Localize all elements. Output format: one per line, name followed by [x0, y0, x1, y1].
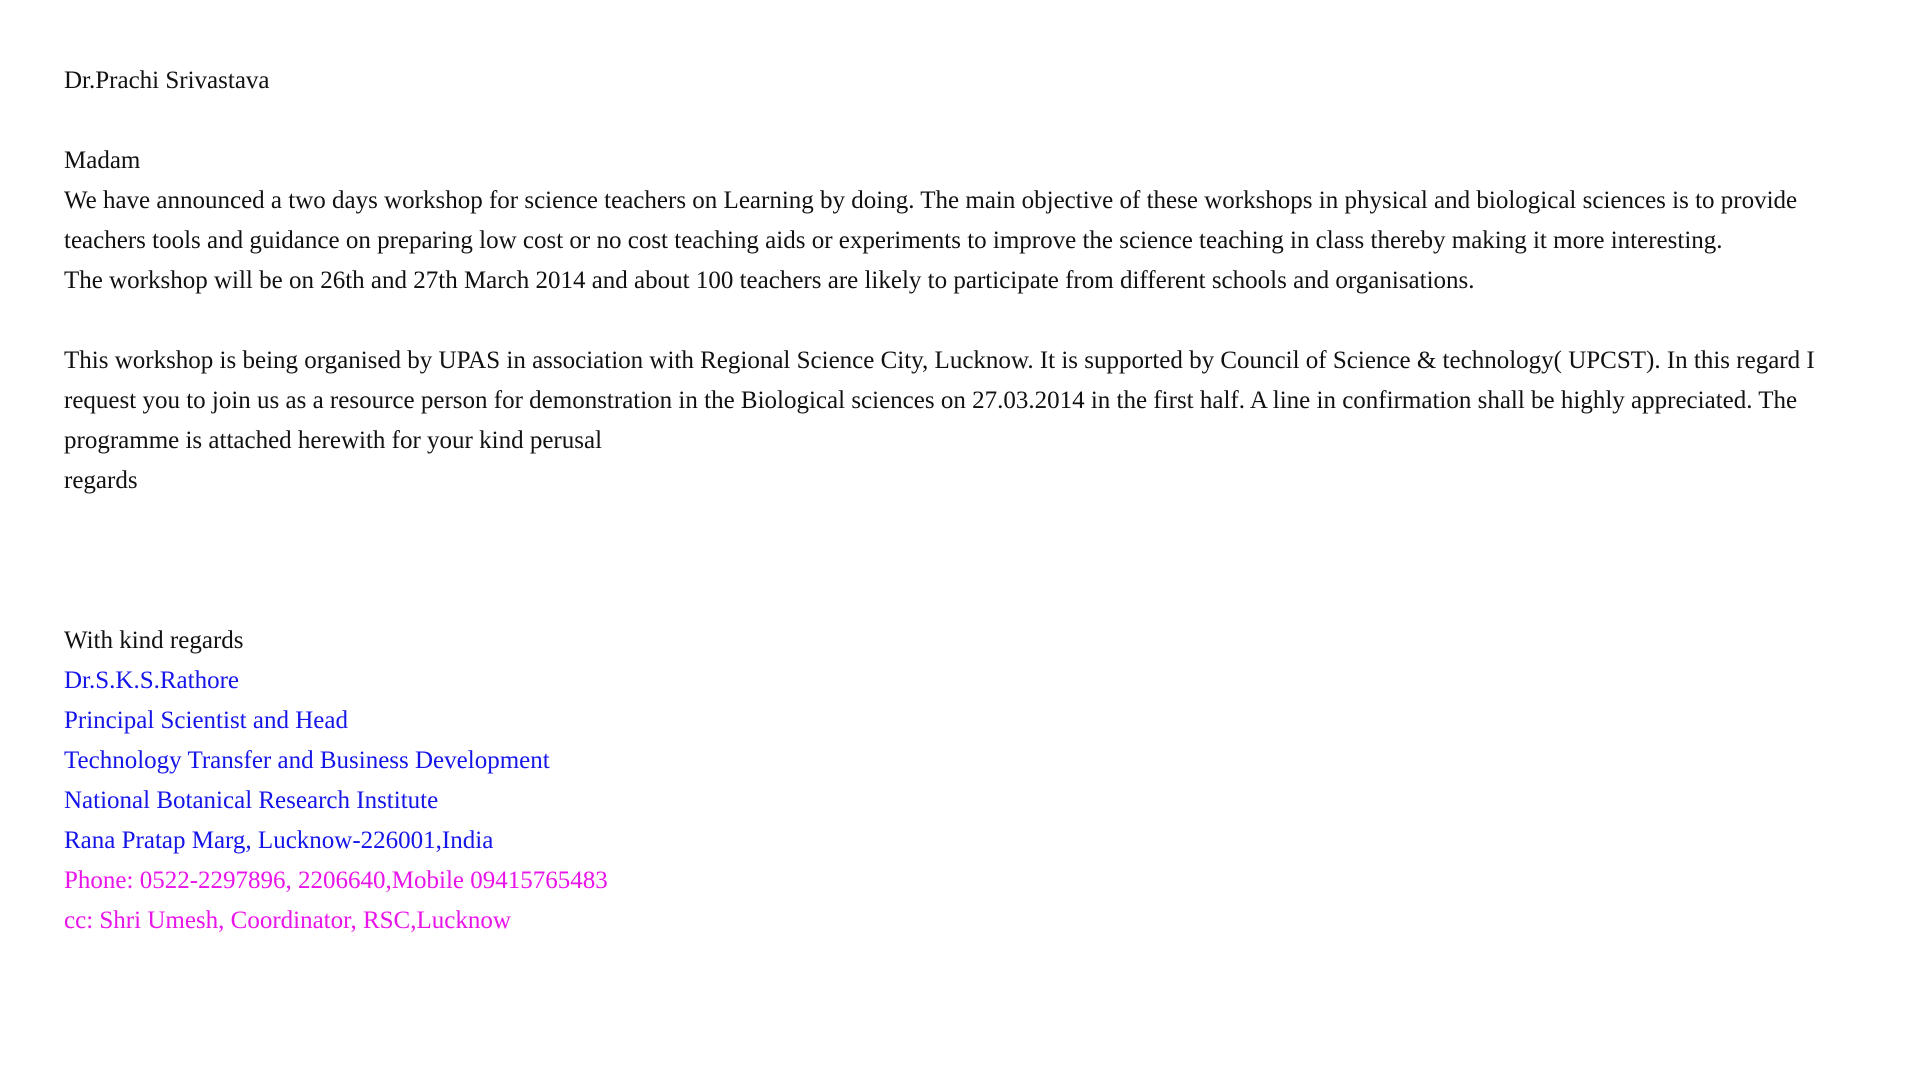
signature-cc: cc: Shri Umesh, Coordinator, RSC,Lucknow — [64, 907, 511, 934]
signature-department: Technology Transfer and Business Development — [64, 747, 550, 774]
signature-institute: National Botanical Research Institute — [64, 787, 439, 814]
recipient-name: Dr.Prachi Srivastava — [64, 67, 270, 94]
paragraph-invitation: This workshop is being organised by UPAS in association with Regional Science City, Lucknow. It is supported by Council of Science & technology( UPCST). In this regard I request you to join us as a resource person for demonstration in the Biological sciences on 27.03.2014 in the first half. A line in confirmation shall be highly appreciated. The programme is attached herewith for your kind perusal — [64, 347, 1815, 454]
signature-address: Rana Pratap Marg, Lucknow-226001,India — [64, 827, 494, 854]
spacer — [64, 301, 1884, 341]
salutation: Madam — [64, 147, 141, 174]
closing-kind-regards: With kind regards — [64, 627, 244, 654]
signature-title: Principal Scientist and Head — [64, 707, 348, 734]
spacer — [64, 501, 1884, 621]
signature-phone: Phone: 0522-2297896, 2206640,Mobile 09415765483 — [64, 867, 608, 894]
email-signature — [64, 661, 1884, 941]
signature-name: Dr.S.K.S.Rathore — [64, 667, 239, 694]
closing-regards: regards — [64, 467, 138, 494]
paragraph-workshop-announcement: We have announced a two days workshop for science teachers on Learning by doing. The main objective of these workshops in physical and biological sciences is to provide teachers tools and guidance on preparing low cost or no cost teaching aids or experiments to improve the science teaching in class thereby making it more interesting. — [64, 187, 1798, 254]
paragraph-workshop-dates: The workshop will be on 26th and 27th March 2014 and about 100 teachers are likely to participate from different schools and organisations. — [64, 267, 1475, 294]
spacer — [64, 101, 1884, 141]
